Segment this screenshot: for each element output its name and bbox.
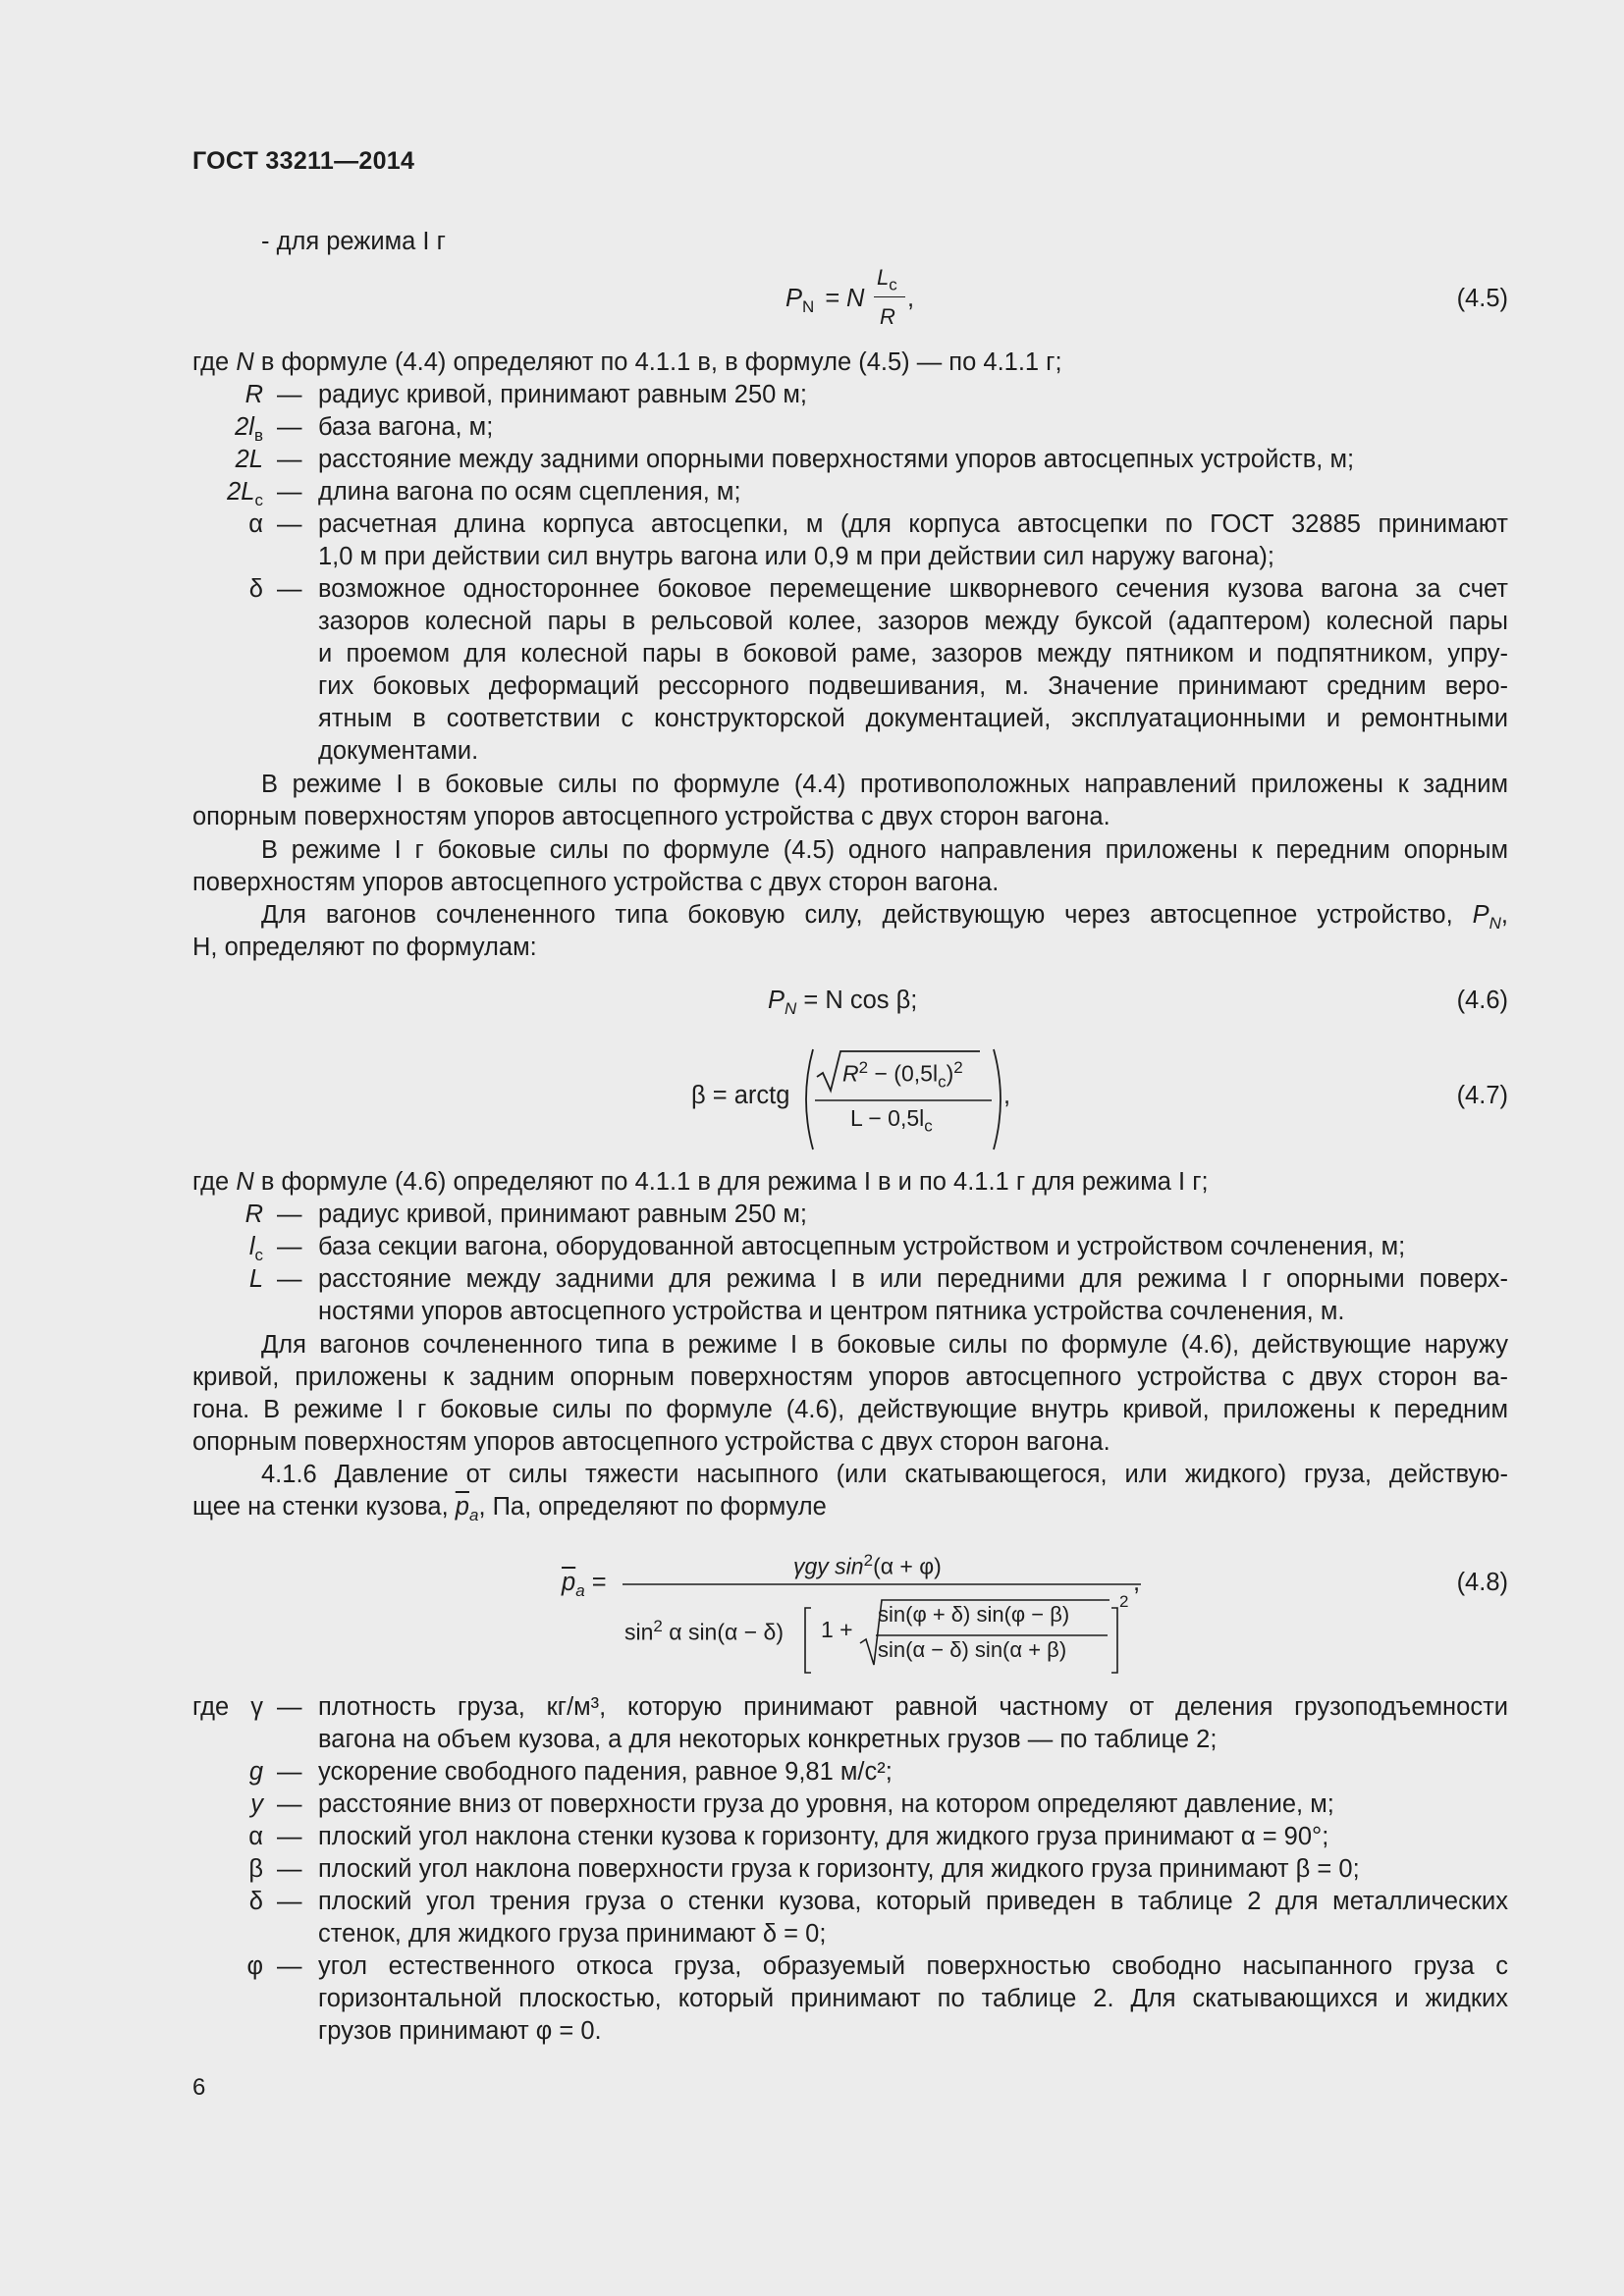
definition-symbol: R [244, 1201, 263, 1228]
definition-text [318, 1756, 1508, 1789]
eq45-number: (4.5) [1456, 285, 1508, 312]
para5-line2: щее на стенки кузова, $\overline{p}_a$, Па, определяют по формуле [192, 1493, 827, 1525]
definition-line: ускорение свободного падения, равное 9,81 м/с²; [318, 1758, 893, 1786]
document-header: ГОСТ 33211—2014 [192, 147, 415, 175]
para4-line4: опорным поверхностям упоров автосцепного устройства с двух сторон вагона. [192, 1428, 1110, 1456]
definition-symbol: $l_с$ [248, 1233, 263, 1265]
definition-dash: — [277, 575, 302, 603]
definition-dash: — [277, 1952, 302, 1980]
eq45-num: $L_c$ [877, 265, 897, 294]
eq47-lhs: β = arctg [691, 1082, 790, 1109]
definition-text [318, 1886, 1508, 1950]
definition-line: документами. [318, 737, 479, 765]
definition-line: расстояние между задними опорными поверхностями упоров автосцепных устройств, м; [318, 446, 1355, 473]
definition-symbol: L [248, 1265, 263, 1293]
definition-line: база секции вагона, оборудованной автосцепным устройством и устройством сочленения, м; [318, 1233, 1406, 1260]
definition-line: горизонтальной плоскостью, который принимают по таблице 2. Для скатывающихся и жидких [318, 1985, 1508, 2012]
definition-symbol: α [248, 510, 263, 538]
definition-symbol: $2L_с$ [227, 478, 263, 510]
definition-symbol: g [248, 1758, 263, 1786]
para3-line2: Н, определяют по формулам: [192, 934, 537, 961]
definition-dash: — [277, 1201, 302, 1228]
where-line-1: где N в формуле (4.4) определяют по 4.1.1 в, в формуле (4.5) — по 4.1.1 г; [192, 348, 1062, 376]
definition-dash: — [277, 413, 302, 441]
definition-line: ятным в соответствии с конструкторской документацией, эксплуатационными и ремонтными [318, 705, 1508, 732]
definition-text [318, 1199, 1508, 1231]
definition-dash: — [277, 446, 302, 473]
definition-dash: — [277, 1790, 302, 1818]
para1-line1: В режиме I в боковые силы по формуле (4.4) противоположных направлений приложены к задним [261, 771, 1508, 798]
para4-line3: гона. В режиме I г боковые силы по формуле (4.6), действующие внутрь кривой, приложены к передним [192, 1396, 1508, 1423]
definition-line: расчетная длина корпуса автосцепки, м (для корпуса автосцепки по ГОСТ 32885 принимают [318, 510, 1508, 538]
definition-line: 1,0 м при действии сил внутрь вагона или 0,9 м при действии сил наружу вагона); [318, 543, 1274, 570]
definition-text [318, 1950, 1508, 2048]
definition-symbol: β [248, 1855, 263, 1883]
definition-dash: — [277, 1693, 302, 1721]
eq46-formula: $P_N = N$ cos β; [768, 987, 918, 1019]
para3-line1: Для вагонов сочлененного типа боковую силу, действующую через автосцепное устройство, $P_N$, [261, 901, 1508, 934]
definition-dash: — [277, 381, 302, 408]
eq48-inner-den: sin(α − δ) sin(α + β) [878, 1637, 1067, 1662]
intro-line: - для режима I г [261, 228, 446, 255]
eq45-lhs: $P_N$ [785, 285, 815, 317]
eq47-tail: , [1003, 1082, 1011, 1109]
eq45-tail: , [907, 285, 915, 312]
definition-text [318, 1853, 1508, 1886]
definition-line: радиус кривой, принимают равным 250 м; [318, 381, 808, 408]
definition-dash: — [277, 1888, 302, 1915]
definition-dash: — [277, 1233, 302, 1260]
eq46-number: (4.6) [1456, 987, 1508, 1014]
definition-text [318, 1821, 1508, 1853]
definition-line: грузов принимают φ = 0. [318, 2017, 602, 2045]
definition-line: расстояние между задними для режима I в или передними для режима I г опорными поверх- [318, 1265, 1508, 1293]
definition-line: длина вагона по осям сцепления, м; [318, 478, 741, 506]
definition-dash: — [277, 510, 302, 538]
definition-symbol: φ [246, 1952, 263, 1980]
definition-line: стенок, для жидкого груза принимают δ = 0; [318, 1920, 827, 1948]
eq48-den-left: $\sin^2 \alpha$ sin(α − δ) [624, 1617, 784, 1645]
definition-dash: — [277, 478, 302, 506]
where-line-2: где N в формуле (4.6) определяют по 4.1.1 в для режима I в и по 4.1.1 г для режима I г; [192, 1168, 1209, 1196]
definition-symbol: 2L [235, 446, 263, 473]
definition-symbol: $2l_в$ [235, 413, 263, 446]
definition-line: радиус кривой, принимают равным 250 м; [318, 1201, 808, 1228]
definition-text [318, 508, 1508, 573]
eq48-tail: , [1133, 1569, 1141, 1596]
definition-dash: — [277, 1265, 302, 1293]
eq48-bracket-sup: 2 [1119, 1592, 1129, 1611]
definition-text [318, 1263, 1508, 1328]
definition-text [318, 1231, 1508, 1263]
eq48-number: (4.8) [1456, 1569, 1508, 1596]
definition-symbol: δ [248, 1888, 263, 1915]
eq47-number: (4.7) [1456, 1082, 1508, 1109]
eq45-mid: = N [825, 285, 865, 312]
eq48-numerator: γgy $\sin^2(\alpha + \varphi)$ [793, 1551, 942, 1579]
definition-line: зазоров колесной пары в рельсовой колее, зазоров между буксой (адаптером) колесной пары [318, 608, 1508, 635]
definition-text [318, 476, 1508, 508]
definition-symbol: δ [248, 575, 263, 603]
eq48-bracket-lead: 1 + [821, 1617, 853, 1642]
definition-line: угол естественного откоса груза, образуемый поверхностью свободно насыпанного груза с [318, 1952, 1508, 1980]
definition-text [318, 1789, 1508, 1821]
definition-symbol: R [244, 381, 263, 408]
definition-text [318, 444, 1508, 476]
definition-line: возможное одностороннее боковое перемещение шкворневого сечения кузова вагона за счет [318, 575, 1508, 603]
para1-line2: опорным поверхностям упоров автосцепного устройства с двух сторон вагона. [192, 803, 1110, 830]
where-line-3: где [192, 1693, 230, 1721]
page-number: 6 [192, 2074, 206, 2101]
definition-line: гих боковых деформаций рессорного подвешивания, м. Значение принимают средним веро- [318, 672, 1508, 700]
para2-line2: поверхностям упоров автосцепного устройства с двух сторон вагона. [192, 869, 1000, 896]
eq48-lhs: $\overline{p}_a$ = [562, 1569, 607, 1601]
para4-line2: кривой, приложены к задним опорным поверхностям упоров автосцепного устройства с двух сторон ва- [192, 1363, 1508, 1391]
definition-symbol: y [250, 1790, 263, 1818]
definition-dash: — [277, 1758, 302, 1786]
eq48-inner-num: sin(φ + δ) sin(φ − β) [878, 1602, 1070, 1627]
definition-line: плоский угол трения груза о стенки кузова, который приведен в таблице 2 для металлических [318, 1888, 1508, 1915]
definition-line: расстояние вниз от поверхности груза до уровня, на котором определяют давление, м; [318, 1790, 1334, 1818]
definition-line: плоский угол наклона стенки кузова к горизонту, для жидкого груза принимают α = 90°; [318, 1823, 1329, 1850]
definition-text [318, 379, 1508, 411]
para5-line1: 4.1.6 Давление от силы тяжести насыпного (или скатывающегося, или жидкого) груза, действую- [261, 1461, 1508, 1488]
eq47-denominator: $L - 0,5l_c$ [850, 1105, 933, 1136]
definition-text [318, 411, 1508, 444]
definition-symbol: α [248, 1823, 263, 1850]
eq45-den: R [880, 304, 895, 329]
definition-dash: — [277, 1855, 302, 1883]
definition-line: вагона на объем кузова, а для некоторых конкретных грузов — по таблице 2; [318, 1726, 1218, 1753]
definition-line: ностями упоров автосцепного устройства и центром пятника устройства сочленения, м. [318, 1298, 1345, 1325]
eq45-fraction-bar [874, 296, 905, 297]
definition-text [318, 1691, 1508, 1756]
definition-symbol: γ [250, 1693, 263, 1721]
definition-line: плоский угол наклона поверхности груза к горизонту, для жидкого груза принимают β = 0; [318, 1855, 1360, 1883]
definition-line: база вагона, м; [318, 413, 494, 441]
definition-line: и проемом для колесной пары в боковой раме, зазоров между пятником и подпятником, упру- [318, 640, 1508, 667]
para4-line1: Для вагонов сочлененного типа в режиме I в боковые силы по формуле (4.6), действующие наружу [261, 1331, 1508, 1359]
definition-text [318, 573, 1508, 768]
definition-dash: — [277, 1823, 302, 1850]
definition-line: плотность груза, кг/м³, которую принимают равной частному от деления грузоподъемности [318, 1693, 1508, 1721]
para2-line1: В режиме I г боковые силы по формуле (4.5) одного направления приложены к передним опорным [261, 836, 1508, 864]
eq47-radicand: $R^2 - (0,5l_c)^2$ [842, 1058, 963, 1092]
